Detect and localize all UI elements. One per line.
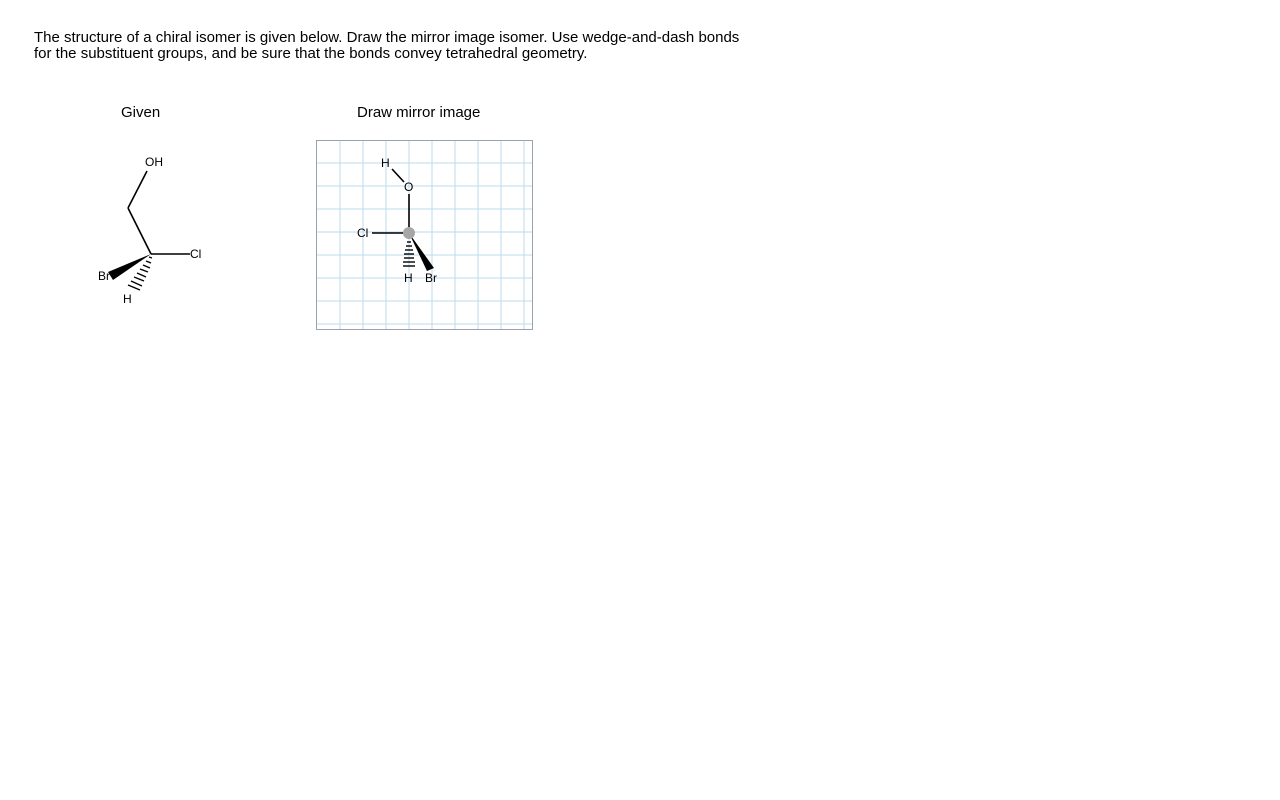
bond-c-ch2 bbox=[128, 208, 151, 254]
bond-h-o[interactable] bbox=[392, 169, 404, 182]
instructions-line-2: for the substituent groups, and be sure that the bonds convey tetrahedral geometry. bbox=[34, 45, 588, 62]
atom-h-top-label[interactable]: H bbox=[381, 156, 390, 170]
given-molecule bbox=[90, 150, 220, 310]
atom-cl-label: Cl bbox=[190, 247, 202, 261]
instructions-line-1: The structure of a chiral isomer is given below. Draw the mirror image isomer. Use wedge-and-dash bonds bbox=[34, 29, 740, 46]
atom-o-label[interactable]: O bbox=[404, 180, 414, 194]
drawing-canvas[interactable] bbox=[316, 140, 533, 330]
question-instructions bbox=[34, 30, 814, 62]
atom-oh-label: OH bbox=[145, 155, 163, 169]
atom-br-label[interactable]: Br bbox=[425, 271, 437, 285]
wedge-bond-br[interactable] bbox=[409, 233, 434, 271]
grid-lines bbox=[317, 141, 533, 330]
atom-br-label: Br bbox=[98, 269, 110, 283]
atom-cl-label[interactable]: Cl bbox=[357, 226, 369, 240]
atom-h-bottom-label[interactable]: H bbox=[404, 271, 413, 285]
selected-atom-highlight[interactable] bbox=[403, 227, 415, 239]
bond-ch2-oh bbox=[128, 171, 147, 208]
atom-h-label: H bbox=[123, 292, 132, 306]
mirror-panel-title: Draw mirror image bbox=[357, 104, 481, 121]
given-panel-title: Given bbox=[121, 104, 161, 121]
dash-bond-h bbox=[128, 257, 152, 290]
